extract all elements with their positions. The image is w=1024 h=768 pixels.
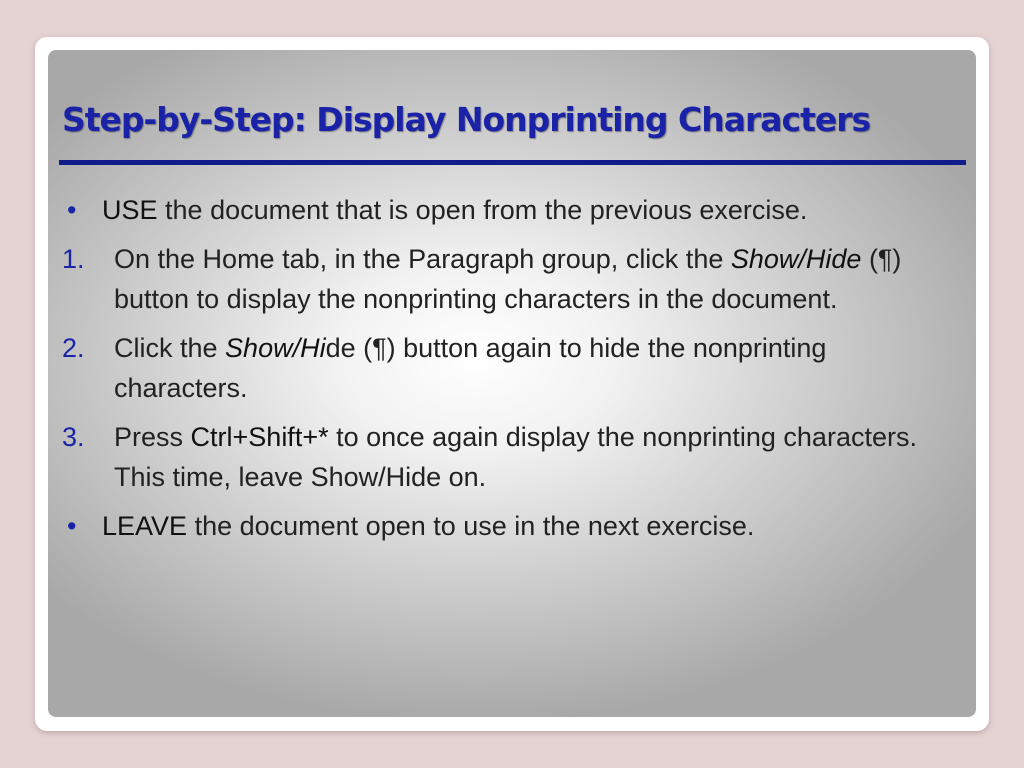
bullet-marker: • [67,195,77,225]
bullet-text: the document open to use in the next exercise. [187,511,755,541]
step-text-part2: to once again display the nonprinting characters. This time, leave Show/Hide on. [114,422,917,492]
step-shortcut: Ctrl+Shift+* [190,422,329,452]
slide [48,50,976,717]
step-text-part2: de (¶) button again to hide the nonprinting characters. [114,333,827,403]
step-2 [62,328,962,408]
step-1 [62,239,962,319]
slide-body [62,190,962,555]
slide-frame [35,37,989,731]
title-divider [59,160,966,165]
step-text-part1: Click the [114,333,226,363]
bullet-text: the document that is open from the previous exercise. [157,195,808,225]
step-number: 1. [62,244,85,274]
step-text-part1: Press [114,422,191,452]
keyword-use: USE [102,195,158,225]
step-3 [62,417,962,497]
bullet-marker: • [67,511,77,541]
slide-title: Step-by-Step: Display Nonprinting Characters [62,100,871,139]
step-number: 3. [62,422,85,452]
step-number: 2. [62,333,85,363]
bullet-item-use [62,190,962,230]
step-text-part1: On the Home tab, in the Paragraph group, click the [114,244,731,274]
step-text-part2: (¶) button to display the nonprinting characters in the document. [114,244,902,314]
step-emphasis: Show/Hide [730,244,862,274]
step-emphasis: Show/Hi [225,333,326,363]
keyword-leave: LEAVE [102,511,188,541]
bullet-item-leave [62,506,962,546]
